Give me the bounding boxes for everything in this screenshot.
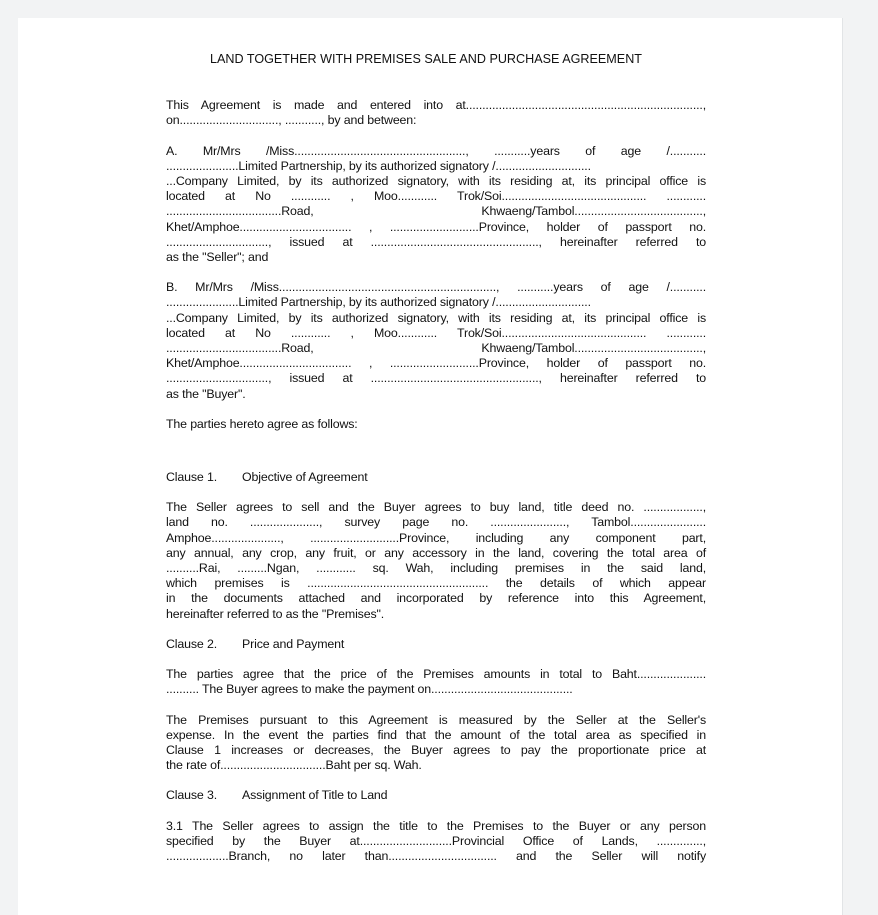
party-b-line: B. Mr/Mrs /Miss.................................................................., ...........years of age /........... — [166, 280, 706, 295]
clause-1-line: any annual, any crop, any fruit, or any accessory in the land, covering the total area of — [166, 545, 706, 560]
clause-3-paragraph — [166, 819, 706, 865]
clause-number: Clause 2. — [166, 636, 217, 651]
party-b-line: ...................................Road, Khwaeng/Tambol......................................., — [166, 341, 706, 356]
clause-1-heading — [166, 470, 706, 485]
party-b-line: as the "Buyer". — [166, 386, 246, 401]
clause-1-line: ..........Rai, .........Ngan, ............ sq. Wah, including premises in the said land, — [166, 561, 706, 576]
clause-1-line: land no. ....................., survey page no. ......................., Tambol....................... — [166, 515, 706, 530]
clause-title: Price and Payment — [242, 636, 345, 651]
clause-2-line: the rate of................................Baht per sq. Wah. — [166, 758, 422, 773]
clause-1-line: in the documents attached and incorporated by reference into this Agreement, — [166, 591, 706, 606]
clause-3-heading — [166, 788, 706, 803]
party-a-line: located at No ............ , Moo............ Trok/Soi............................................ ............ — [166, 189, 706, 204]
party-b-line: ...Company Limited, by its authorized signatory, with its residing at, its principal office is — [166, 310, 706, 325]
party-a-line: ......................Limited Partnership, by its authorized signatory /............................. — [166, 158, 591, 173]
agreement-body — [166, 52, 706, 864]
clause-1-line: The Seller agrees to sell and the Buyer agrees to buy land, title deed no. .................., — [166, 500, 706, 515]
clause-2-line: Clause 1 increases or decreases, the Buyer agrees to pay the proportionate price at — [166, 742, 706, 757]
clause-3-line: 3.1 The Seller agrees to assign the title to the Premises to the Buyer or any person — [166, 818, 706, 833]
clause-1-line: hereinafter referred to as the "Premises". — [166, 606, 385, 621]
clause-2-line: The Premises pursuant to this Agreement is measured by the Seller at the Seller's — [166, 712, 706, 727]
clause-2-paragraph-2 — [166, 713, 706, 774]
clause-title: Objective of Agreement — [242, 470, 368, 485]
clause-number: Clause 1. — [166, 470, 217, 485]
party-b-line: ..............................., issued at ..................................................., hereinafter referred to — [166, 371, 706, 386]
intro-paragraph — [166, 98, 706, 128]
party-a-line: ..............................., issued at ..................................................., hereinafter referred to — [166, 234, 706, 249]
intro-line: This Agreement is made and entered into at........................................................................, — [166, 98, 706, 113]
clause-2-line: expense. In the event the parties find that the amount of the total area as specified in — [166, 727, 706, 742]
parties-agree-text: The parties hereto agree as follows: — [166, 416, 358, 431]
clause-title: Assignment of Title to Land — [242, 788, 388, 803]
party-a-line: Khet/Amphoe.................................. , ...........................Province, holder of passport no. — [166, 219, 706, 234]
document-title: LAND TOGETHER WITH PREMISES SALE AND PURCHASE AGREEMENT — [209, 52, 642, 66]
clause-number: Clause 3. — [166, 788, 217, 803]
party-a-line: ...................................Road, Khwaeng/Tambol......................................., — [166, 204, 706, 219]
party-b-line: Khet/Amphoe.................................. , ...........................Province, holder of passport no. — [166, 356, 706, 371]
clause-2-line: The parties agree that the price of the Premises amounts in total to Baht..................... — [166, 667, 706, 682]
clause-1-line: which premises is ....................................................... the details of which appear — [166, 576, 706, 591]
party-b-line: ......................Limited Partnership, by its authorized signatory /............................. — [166, 295, 591, 310]
clause-2-line: .......... The Buyer agrees to make the payment on........................................... — [166, 682, 573, 697]
clause-3-line: ...................Branch, no later than................................. and the Seller will notify — [166, 848, 706, 863]
party-a-paragraph — [166, 144, 706, 266]
party-b-line: located at No ............ , Moo............ Trok/Soi............................................ ............ — [166, 325, 706, 340]
document-page — [18, 18, 843, 915]
clause-1-line: Amphoe....................., ...........................Province, including any component part, — [166, 530, 706, 545]
clause-1-paragraph — [166, 500, 706, 622]
clause-2-paragraph-1 — [166, 667, 706, 697]
intro-line: on.............................., ..........., by and between: — [166, 113, 417, 128]
party-a-line: as the "Seller"; and — [166, 250, 269, 265]
party-b-paragraph — [166, 280, 706, 402]
party-a-line: A. Mr/Mrs /Miss...................................................., ...........years of age /........... — [166, 143, 706, 158]
clause-3-line: specified by the Buyer at............................Provincial Office of Lands, .............., — [166, 833, 706, 848]
party-a-line: ...Company Limited, by its authorized signatory, with its residing at, its principal office is — [166, 174, 706, 189]
clause-2-heading — [166, 637, 706, 652]
